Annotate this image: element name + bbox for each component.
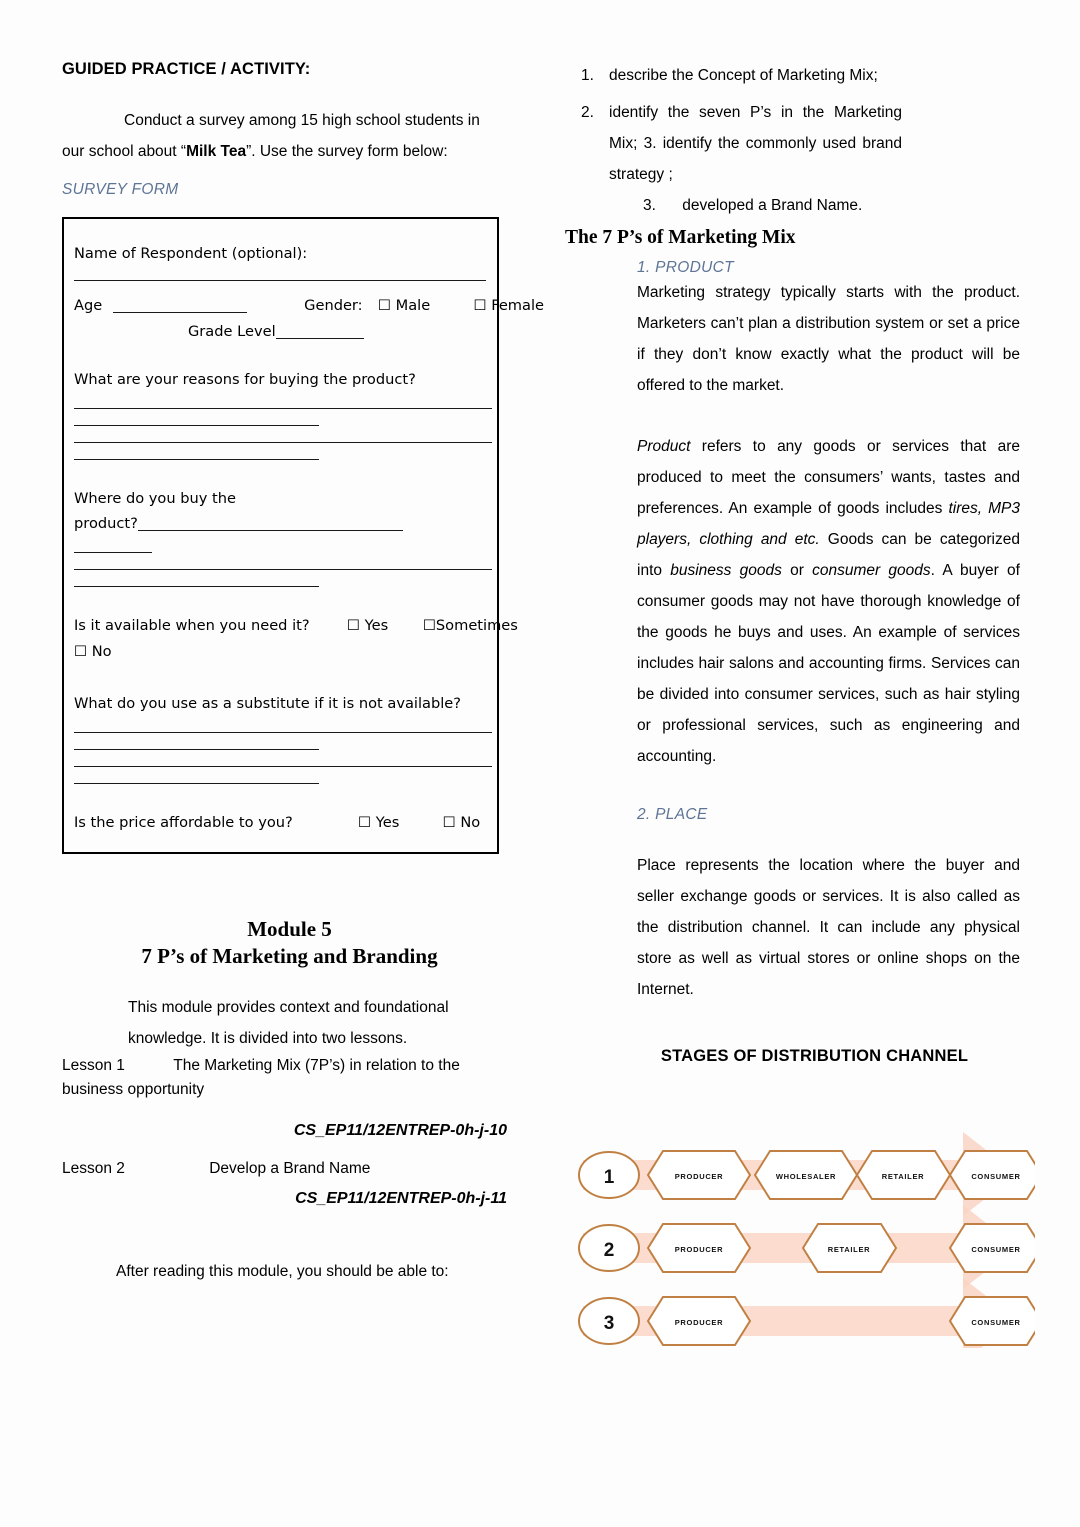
objective-item-2	[565, 97, 1020, 190]
product-italic-3: business goods	[670, 562, 782, 579]
diagram-row-3	[579, 1278, 1035, 1348]
product-italic-1: Product	[637, 438, 691, 455]
module-title-line2: 7 P’s of Marketing and Branding	[141, 944, 438, 968]
module-desc-line2: knowledge. It is divided into two lessons.	[128, 1030, 408, 1047]
left-column	[62, 60, 544, 1287]
form-gender-male-label: Male	[395, 297, 431, 314]
objective-2-text: identify the seven P’s in the Marketing Mix; 3. identify the commonly used brand strategy ;	[609, 104, 902, 183]
product-text-c: or	[781, 562, 813, 579]
form-grade-blank[interactable]	[276, 338, 364, 339]
module-description	[62, 992, 517, 1054]
checkbox-gender-male[interactable]	[378, 293, 391, 319]
form-q2-rule-2[interactable]	[74, 569, 492, 570]
module-title-line1: Module 5	[247, 917, 332, 941]
place-label: 2. PLACE	[637, 806, 708, 823]
row-1-node-1-label: PRODUCER	[674, 1172, 724, 1181]
form-question-3: Is it available when you need it?	[74, 617, 310, 634]
guided-practice-heading: GUIDED PRACTICE / ACTIVITY:	[62, 60, 311, 78]
row-2-node-3-label: CONSUMER	[971, 1245, 1021, 1254]
lesson-1-text-line1: The Marketing Mix (7P’s) in relation to the	[173, 1057, 460, 1074]
checkbox-available-no[interactable]	[74, 639, 87, 665]
form-q2-blank[interactable]	[138, 530, 403, 531]
place-paragraph: Place represents the location where the buyer and seller exchange goods or services. It is also called as the distribution channel. It can include any physical store as well as virtual stores or online shops on the Internet.	[637, 857, 1020, 998]
row-3-node-2-label: CONSUMER	[971, 1318, 1021, 1327]
row-1-node-4-label: CONSUMER	[971, 1172, 1021, 1181]
form-age-blank[interactable]	[113, 312, 247, 313]
product-paragraph-2	[565, 431, 1020, 772]
product-paragraph-1: Marketing strategy typically starts with the product. Marketers can’t plan a distribution system or set a price if they don’t know exactly what the product will be offered to the market.	[637, 284, 1020, 394]
form-question-3-row	[74, 613, 518, 639]
row-3-number: 3	[603, 1313, 615, 1334]
product-text-b: Goods can be categorized into	[637, 531, 1020, 579]
row-2-node-1-label: PRODUCER	[674, 1245, 724, 1254]
form-q1-rule-2[interactable]	[74, 425, 319, 426]
form-gender-female-label: Female	[491, 297, 544, 314]
form-question-5: Is the price affordable to you?	[74, 814, 293, 831]
form-q1-rule-3[interactable]	[74, 442, 492, 443]
form-question-1: What are your reasons for buying the product?	[74, 371, 416, 388]
form-question-2-line2	[74, 511, 483, 536]
lesson-1-label: Lesson 1	[62, 1057, 125, 1074]
form-q3-yes-label: Yes	[364, 617, 389, 634]
distribution-channel-diagram	[565, 1088, 1020, 1353]
row-3-node-1-label: PRODUCER	[674, 1318, 724, 1327]
objective-item-3	[565, 190, 1020, 221]
form-age-label: Age	[74, 297, 103, 314]
form-question-4: What do you use as a substitute if it is not available?	[74, 695, 462, 712]
diagram-title: STAGES OF DISTRIBUTION CHANNEL	[660, 1047, 969, 1065]
form-question-2-line1: Where do you buy the	[74, 490, 236, 507]
form-q5-yes-label: Yes	[375, 814, 400, 831]
checkbox-available-yes[interactable]	[347, 613, 360, 639]
objectives-intro	[62, 1256, 517, 1287]
product-text-d: . A buyer of consumer goods may not have thorough knowledge of the goods he buys and uses. An example of services includes hair salons and accounting firms. Services can be divided into consumer services, such as hair styling or professional services, such as engineering and accounting.	[637, 562, 1020, 765]
lesson-1-code: CS_EP11/12ENTREP-0h-j-10	[293, 1122, 507, 1139]
objective-3-text: developed a Brand Name.	[682, 197, 863, 214]
module-desc-line1: This module provides context and foundational	[128, 999, 449, 1016]
objective-item-1	[565, 60, 1020, 91]
activity-instructions-line1: Conduct a survey among 15 high school students in	[124, 112, 480, 129]
row-2-band	[583, 1233, 1003, 1263]
form-q3-sometimes-label: Sometimes	[435, 617, 518, 634]
row-2-node-2-label: RETAILER	[827, 1245, 871, 1254]
form-q1-rule-1[interactable]	[74, 408, 492, 409]
checkbox-available-sometimes[interactable]	[423, 613, 436, 639]
lesson-2-label: Lesson 2	[62, 1160, 125, 1177]
objective-1-number: 1.	[581, 67, 594, 84]
diagram-row-1	[579, 1132, 1035, 1216]
form-row-age-gender	[74, 293, 544, 319]
form-question-2-text: product?	[74, 515, 138, 532]
row-1-node-3-label: RETAILER	[881, 1172, 925, 1181]
activity-instructions-line2b: ”. Use the survey form below:	[246, 143, 448, 160]
form-q3-no-label: No	[91, 643, 112, 660]
survey-form-box	[62, 217, 544, 854]
form-q4-rule-1[interactable]	[74, 732, 492, 733]
row-2-number: 2	[603, 1240, 615, 1261]
form-grade-label: Grade Level	[188, 323, 276, 340]
activity-instructions-line2a: our school about “	[62, 143, 187, 160]
row-3-band	[583, 1306, 1003, 1336]
objective-1-text: describe the Concept of Marketing Mix;	[609, 67, 878, 84]
checkbox-price-yes[interactable]	[358, 810, 371, 836]
form-q2-rule-1[interactable]	[74, 552, 152, 553]
row-1-number: 1	[603, 1167, 615, 1188]
form-q4-rule-2[interactable]	[74, 749, 319, 750]
form-gender-label: Gender:	[304, 297, 363, 314]
lesson-1-text-line2: business opportunity	[62, 1081, 205, 1098]
checkbox-gender-female[interactable]	[473, 293, 486, 319]
form-field-name-label: Name of Respondent (optional):	[74, 245, 308, 262]
form-q5-no-label: No	[460, 814, 481, 831]
form-q4-rule-3[interactable]	[74, 766, 492, 767]
objectives-intro-text: After reading this module, you should be able to:	[116, 1263, 449, 1280]
survey-form-label: SURVEY FORM	[62, 181, 179, 198]
objective-2-number: 2.	[581, 104, 594, 121]
activity-instructions	[62, 105, 517, 167]
milk-tea-bold: Milk Tea	[186, 143, 247, 160]
form-question-3-row2	[74, 639, 483, 665]
form-row-grade	[74, 319, 483, 345]
diagram-row-2	[579, 1205, 1035, 1289]
right-column	[565, 60, 1020, 1353]
objective-3-number: 3.	[643, 197, 656, 214]
lesson-2-row	[62, 1154, 517, 1184]
lesson-1-row	[62, 1054, 517, 1102]
lesson-2-code: CS_EP11/12ENTREP-0h-j-11	[295, 1190, 507, 1207]
product-label: 1. PRODUCT	[637, 259, 734, 276]
section-heading-7ps: The 7 P’s of Marketing Mix	[565, 227, 796, 248]
product-italic-4: consumer goods	[812, 562, 931, 579]
form-question-5-row	[74, 810, 483, 836]
row-1-node-2-label: WHOLESALER	[775, 1172, 837, 1181]
product-italic-2: tires, MP3 players, clothing and etc.	[637, 500, 1021, 548]
checkbox-price-no[interactable]	[443, 810, 456, 836]
lesson-2-text: Develop a Brand Name	[209, 1160, 371, 1177]
product-text-a: refers to any goods or services that are produced to meet the consumers’ wants, tastes and preferences. An example of goods includes	[637, 438, 1020, 517]
